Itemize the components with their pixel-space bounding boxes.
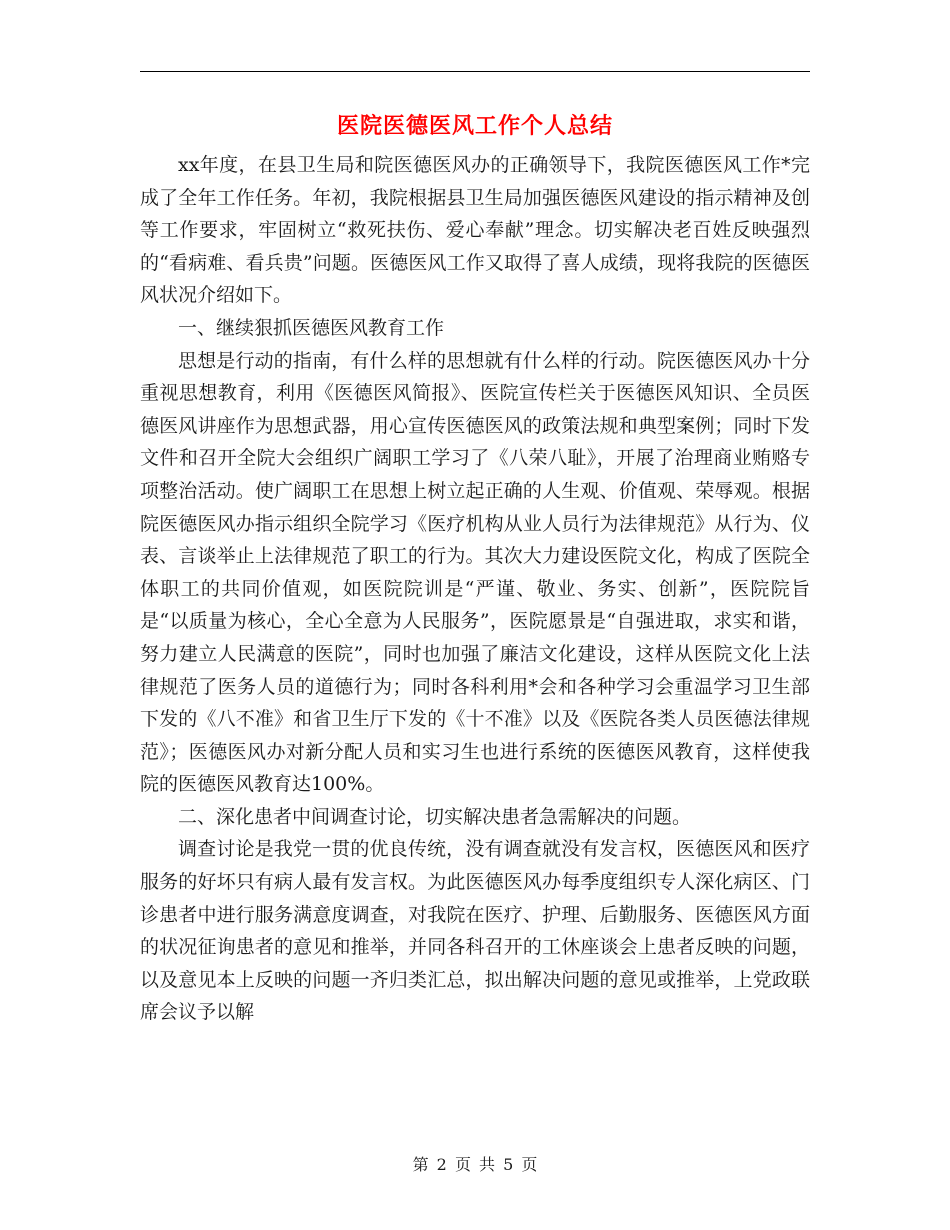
paragraph-section-2: 调查讨论是我党一贯的优良传统，没有调查就没有发言权，医德医风和医疗服务的好坏只有病人最有发言权。为此医德医风办每季度组织专人深化病区、门诊患者中进行服务满意度调查，对我院在医疗、护理、后勤服务、医德医风方面的状况征询患者的意见和推举，并同各科召开的工休座谈会上患者反映的问题，以及意见本上反映的问题一齐归类汇总，拟出解决问题的意见或推举，上党政联席会议予以解 bbox=[140, 838, 810, 1024]
document-body bbox=[140, 149, 810, 1029]
paragraph-section-1: 思想是行动的指南，有什么样的思想就有什么样的行动。院医德医风办十分重视思想教育，利用《医德医风简报》、医院宣传栏关于医德医风知识、全员医德医风讲座作为思想武器，用心宣传医德医风的政策法规和典型案例；同时下发文件和召开全院大会组织广阔职工学习了《八荣八耻》，开展了治理商业贿赂专项整治活动。使广阔职工在思想上树立起正确的人生观、价值观、荣辱观。根据院医德医风办指示组织全院学习《医疗机构从业人员行为法律规范》从行为、仪表、言谈举止上法律规范了职工的行为。其次大力建设医院文化，构成了医院全体职工的共同价值观，如医院院训是“严谨、敬业、务实、创新”，医院院旨是“以质量为核心，全心全意为人民服务”，医院愿景是“自强进取，求实和谐，努力建立人民满意的医院”，同时也加强了廉洁文化建设，这样从医院文化上法律规范了医务人员的道德行为；同时各科利用*会和各种学习会重温学习卫生部下发的《八不准》和省卫生厅下发的《十不准》以及《医院各类人员医德法律规范》；医德医风办对新分配人员和实习生也进行系统的医德医风教育，这样使我院的医德医风教育达100%。 bbox=[140, 349, 810, 796]
page-number: 第 2 页 共 5 页 bbox=[412, 1155, 538, 1174]
section-heading-1: 一、继续狠抓医德医风教育工作 bbox=[178, 316, 445, 339]
paragraph-intro: xx年度，在县卫生局和院医德医风办的正确领导下，我院医德医风工作*完成了全年工作任务。年初，我院根据县卫生局加强医德医风建设的指示精神及创等工作要求，牢固树立“救死扶伤、爱心奉献”理念。切实解决老百姓反映强烈的“看病难、看兵贵”问题。医德医风工作又取得了喜人成绩，现将我院的医德医风状况介绍如下。 bbox=[140, 154, 810, 307]
document-title: 医院医德医风工作个人总结 bbox=[336, 113, 613, 139]
header-rule bbox=[140, 71, 810, 72]
section-heading-2: 二、深化患者中间调查讨论，切实解决患者急需解决的问题。 bbox=[178, 805, 692, 828]
